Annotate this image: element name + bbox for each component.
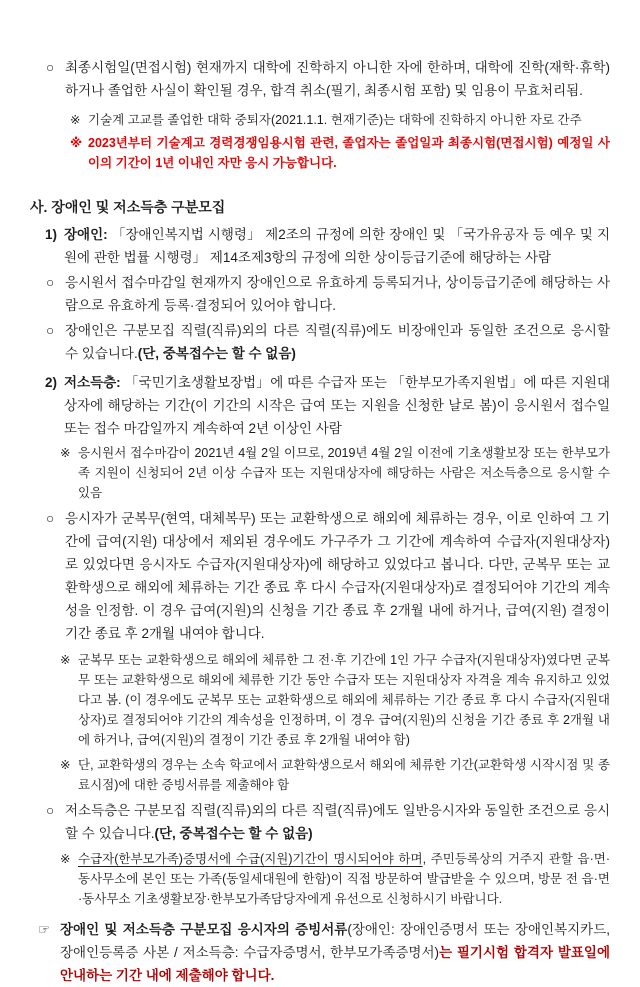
- section-heading: [30, 195, 610, 219]
- para-evidence-footer: [38, 918, 610, 987]
- para-2023-red-note-text: 2023년부터 기술계고 경력경쟁임용시험 관련, 졸업자는 졸업일과 최종시험(면접시험) 예정일 사이의 기간이 1년 이내인 자만 응시 가능합니다.: [88, 136, 610, 170]
- para-lowincome-apply: [46, 799, 610, 845]
- para-exchange-note-text: 단, 교환학생의 경우는 소속 학교에서 교환학생으로서 해외에 체류한 기간(교환학생 시작시점 및 종료시점)에 대한 증빙서류를 제출해야 함: [78, 758, 610, 792]
- evidence-deadline-warning: 는 필기시험 합격자 발표일에 안내하는 기간 내에 제출해야 합니다.: [60, 945, 610, 983]
- para-disabled-definition: [45, 223, 610, 269]
- evidence-doc-list: (장애인: 장애인증명서 또는 장애인복지카드, 장애인등록증 사본 / 저소득층: 수급자증명서, 한부모가족증명서): [60, 922, 610, 960]
- para-lowincome-definition-text: [64, 371, 610, 440]
- para-certificate-note-text: [78, 849, 610, 909]
- circle-bullet-icon: ○: [46, 60, 55, 75]
- para-disabled-apply-text: [65, 319, 610, 365]
- circle-bullet-icon: ○: [46, 803, 55, 818]
- asterisk-icon: ※: [70, 136, 83, 150]
- asterisk-icon: ※: [70, 113, 81, 127]
- para-deadline-note-text: 응시원서 접수마감이 2021년 4월 2일 이므로, 2019년 4월 2일 이전에 기초생활보장 또는 한부모가족 지원이 신청되어 2년 이상 수급자 또는 지원대상자에 해당하는 사람은 저소득층으로 응시할 수 있음: [78, 446, 610, 500]
- para-military-abroad-text: 응시자가 군복무(현역, 대체복무) 또는 교환학생으로 해외에 체류하는 경우, 이로 인하여 그 기간에 급여(지원) 대상에서 제외된 경우에도 가구주가 그 기간에 계속하여 수급자(지원대상자)로 있었다면 응시자도 수급자(지원대상자)에 해당하고 있었다고 봅니다. 다만, 군복무 또는 교환학생으로 해외에 체류하는 기간 종료 후 다시 수급자(지원대상자)로 결정되어야 기간의 계속성을 인정함. 이 경우 급여(지원)의 신청을 기간 종료 후 2개월 내에 하거나, 급여(지원) 결정이 기간 종료 후 2개월 내여야 합니다.: [65, 511, 610, 641]
- para-lowincome-definition: [45, 371, 610, 440]
- no-duplicate-note: (단, 중복접수는 할 수 없음): [137, 346, 296, 361]
- no-duplicate-note: (단, 중복접수는 할 수 없음): [154, 826, 313, 841]
- number-1-marker: 1): [45, 227, 58, 242]
- circle-bullet-icon: ○: [46, 275, 55, 290]
- pointer-hand-icon: ☞: [38, 922, 51, 937]
- para-certificate-note: [60, 849, 610, 909]
- circle-bullet-icon: ○: [46, 323, 55, 338]
- para-deadline-note: [60, 443, 610, 503]
- certificate-underlined: 수급자(한부모가족)증명서에 수급(지원)기간이 명시되어야 하며: [78, 852, 423, 866]
- evidence-title: 장애인 및 저소득층 구분모집 응시자의 증빙서류: [60, 922, 348, 937]
- asterisk-icon: ※: [60, 852, 71, 866]
- disabled-definition-body: 「장애인복지법 시행령」 제2조의 규정에 의한 장애인 및 「국가유공자 등 예우 및 지원에 관한 법률 시행령」 제14조제3항의 규정에 의한 상이등급기준에 해당하는 사람: [64, 227, 610, 265]
- disabled-apply-body: 장애인은 구분모집 직렬(직류)외의 다른 직렬(직류)에도 비장애인과 동일한 조건으로 응시할 수 있습니다.: [65, 323, 610, 361]
- lowincome-apply-body: 저소득층은 구분모집 직렬(직류)외의 다른 직렬(직류)에도 일반응시자와 동일한 조건으로 응시할 수 있습니다.: [65, 803, 610, 841]
- para-dropout-note-text: 기술계 고교를 졸업한 대학 중퇴자(2021.1.1. 현재기준)는 대학에 진학하지 아니한 자로 간주: [88, 113, 582, 127]
- certificate-rest: , 주민등록상의 거주지 관할 읍·면·동사무소에 본인 또는 가족(동일세대원에 한함)이 직접 방문하여 발급받을 수 있으며, 방문 전 읍·면·동사무소 기초생활보장·한부모가족담당자에게 유선으로 신청하시기 바랍니다.: [78, 852, 610, 906]
- para-final-exam-rule: [46, 56, 610, 102]
- para-disabled-definition-text: [64, 223, 610, 269]
- para-single-household-note-text: 군복무 또는 교환학생으로 해외에 체류한 그 전·후 기간에 1인 가구 수급자(지원대상자)였다면 군복무 또는 교환학생으로 해외에 체류한 기간 동안 수급자 또는 지원대상자 자격을 계속 유지하고 있었다고 봄. (이 경우에도 군복무 또는 교환학생으로 해외에 체류하는 기간 종료 후 다시 수급자(지원대상자)로 결정되어야 기간의 계속성을 인정하며, 이 경우 급여(지원)의 신청을 기간 종료 후 2개월 내에 하거나, 급여(지원)의 결정이 기간 종료 후 2개월 내여야 함): [78, 653, 610, 747]
- circle-bullet-icon: ○: [46, 511, 55, 526]
- para-single-household-note: [60, 650, 610, 750]
- asterisk-icon: ※: [60, 758, 71, 772]
- para-dropout-note: [70, 110, 610, 130]
- asterisk-icon: ※: [60, 653, 71, 667]
- para-disabled-registration-text: 응시원서 접수마감일 현재까지 장애인으로 유효하게 등록되거나, 상이등급기준에 해당하는 사람으로 유효하게 등록·결정되어 있어야 합니다.: [65, 275, 610, 313]
- para-disabled-registration: [46, 271, 610, 317]
- para-2023-red-note: [70, 133, 610, 173]
- para-exchange-note: [60, 755, 610, 795]
- para-final-exam-rule-text: 최종시험일(면접시험) 현재까지 대학에 진학하지 아니한 자에 한하며, 대학에 진학(재학·휴학)하거나 졸업한 사실이 확인될 경우, 합격 취소(필기, 최종시험 포함) 및 임용이 무효처리됨.: [65, 60, 610, 98]
- para-disabled-apply: [46, 319, 610, 365]
- asterisk-icon: ※: [60, 446, 71, 460]
- section-heading-text: 사. 장애인 및 저소득층 구분모집: [30, 199, 226, 215]
- para-military-abroad: [46, 507, 610, 645]
- lowincome-label: 저소득층:: [64, 375, 121, 390]
- para-evidence-footer-text: [60, 918, 610, 987]
- number-2-marker: 2): [45, 375, 58, 390]
- para-lowincome-apply-text: [65, 799, 610, 845]
- lowincome-definition-body: 「국민기초생활보장법」에 따른 수급자 또는 「한부모가족지원법」에 따른 지원대상자에 해당하는 기간(이 기간의 시작은 급여 또는 지원을 신청한 날로 봄)이 응시원서 접수일 또는 접수 마감일까지 계속하여 2년 이상인 사람: [64, 375, 610, 436]
- disabled-label: 장애인:: [64, 227, 108, 242]
